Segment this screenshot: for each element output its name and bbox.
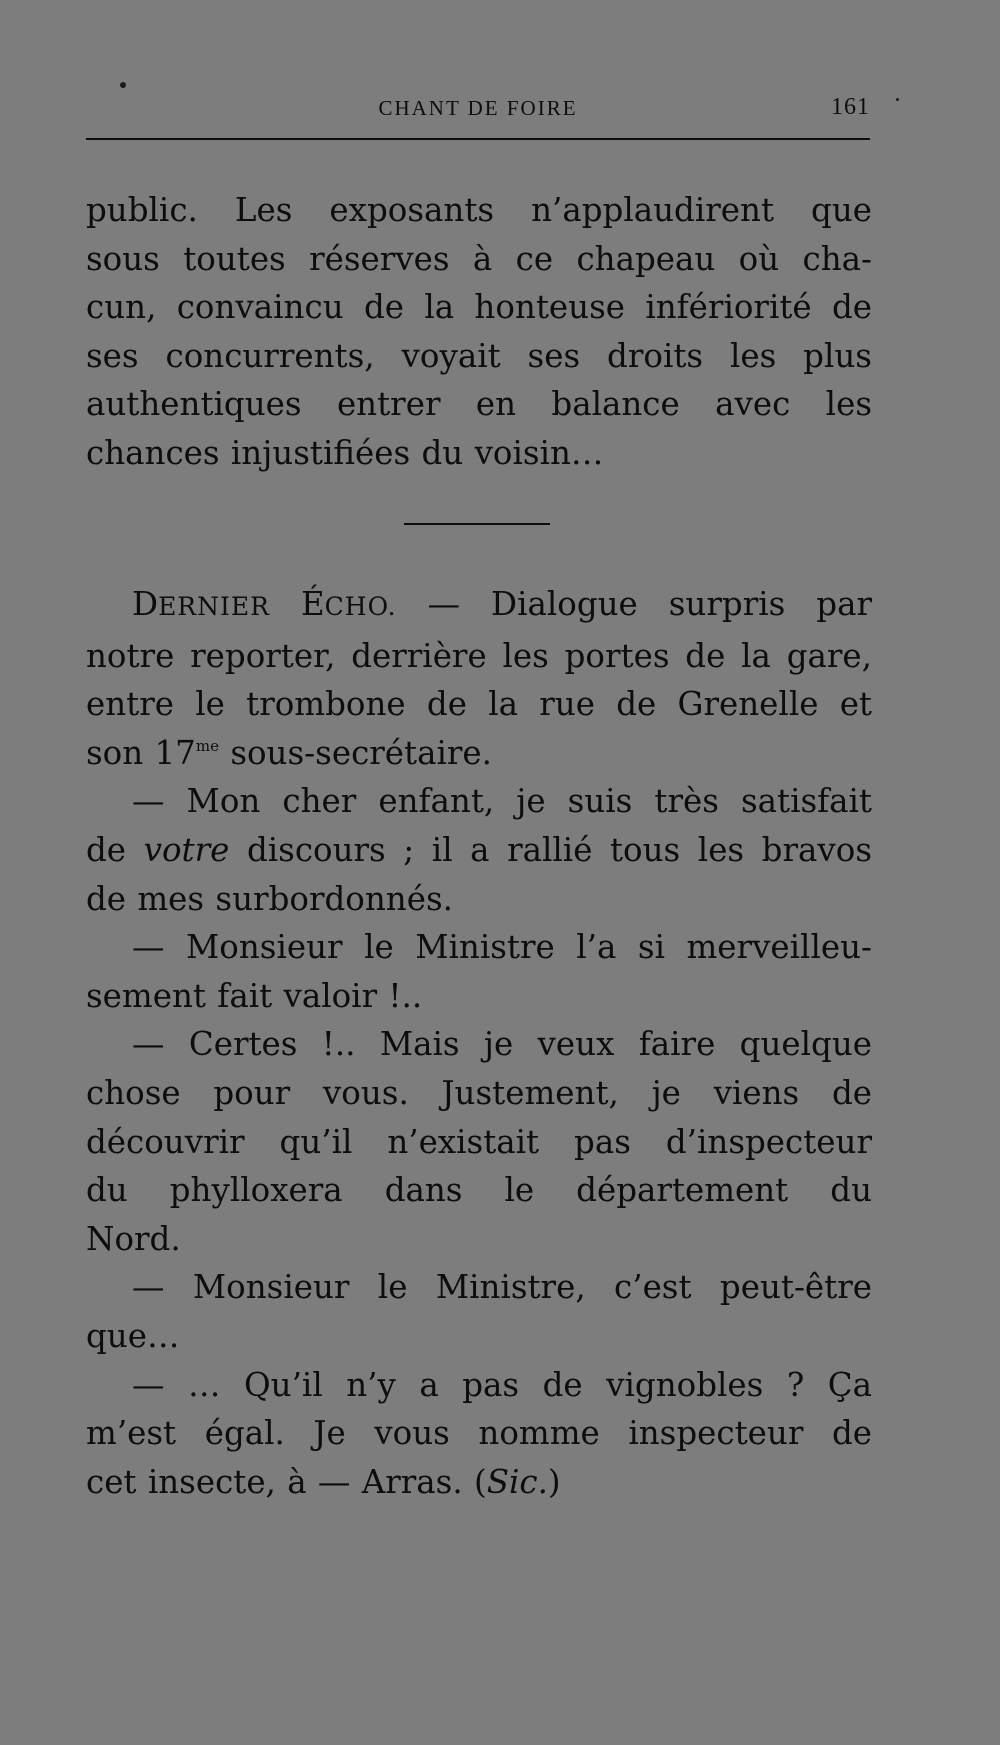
text-line: m’est égal. Je vous nomme inspecteur de: [86, 1414, 872, 1453]
heading-initial: É: [300, 585, 325, 623]
text-line: chose pour vous. Justement, je viens de: [86, 1073, 872, 1112]
section-heading-line: [86, 580, 872, 632]
running-title: CHANT DE FOIRE: [378, 96, 578, 120]
text-fragment: son 17: [86, 733, 196, 772]
text-line: — Mon cher enfant, je suis très satisfait: [132, 782, 872, 821]
text-line: — Certes !.. Mais je veux faire quelque: [132, 1025, 872, 1064]
section-separator: [404, 523, 550, 525]
text-line: — … Qu’il n’y a pas de vignobles ? Ça: [132, 1365, 872, 1404]
text-line: notre reporter, derrière les portes de la gare,: [86, 636, 872, 675]
ink-speck: [896, 98, 899, 101]
emphasis: Sic.: [486, 1462, 548, 1501]
text-line: cun, convaincu de la honteuse infériorité de: [86, 288, 872, 327]
header-rule: [86, 138, 870, 140]
text-line: entre le trombone de la rue de Grenelle et: [86, 685, 872, 724]
heading-smallcaps: ERNIER: [158, 592, 270, 621]
text-fragment: ): [547, 1462, 561, 1501]
text-line: — Monsieur le Ministre l’a si merveilleu-: [132, 928, 872, 967]
emphasis: votre: [143, 830, 230, 869]
text-fragment: cet insecte, à — Arras. (: [86, 1462, 487, 1501]
text-line: sement fait valoir !..: [86, 976, 423, 1015]
ink-speck: [120, 82, 126, 88]
text-line: authentiques entrer en balance avec les: [86, 385, 872, 424]
text-line: — Monsieur le Ministre, c’est peut-être: [132, 1268, 872, 1307]
paragraph-public: [86, 186, 872, 478]
text-fragment: discours ; il a rallié tous les bravos: [229, 830, 872, 869]
heading-smallcaps: CHO.: [324, 592, 397, 621]
text-line: du phylloxera dans le département du: [86, 1171, 872, 1210]
text-line: que…: [86, 1316, 180, 1355]
text-line: de mes surbordonnés.: [86, 879, 453, 918]
text-line: public. Les exposants n’applaudirent que: [86, 191, 872, 229]
text-line: sous toutes réserves à ce chapeau où cha-: [86, 239, 872, 278]
text-line: ses concurrents, voyait ses droits les plus: [86, 336, 872, 375]
text-line: découvrir qu’il n’existait pas d’inspecteur: [86, 1122, 872, 1161]
section-heading: [132, 585, 397, 623]
heading-initial: D: [132, 585, 159, 623]
text-line: Nord.: [86, 1219, 181, 1258]
text-fragment: de: [86, 830, 144, 869]
ordinal-superscript: me: [195, 736, 219, 755]
section-dernier-echo: [86, 580, 872, 1506]
text-fragment: — Dialogue surpris par: [427, 585, 872, 623]
text-line: [86, 729, 872, 778]
text-line: [86, 1458, 872, 1507]
text-line: chances injustifiées du voisin…: [86, 433, 604, 472]
text-line: [86, 826, 872, 875]
page-number: 161: [831, 94, 870, 120]
running-header: [86, 96, 870, 128]
text-fragment: sous-secrétaire.: [218, 733, 492, 772]
